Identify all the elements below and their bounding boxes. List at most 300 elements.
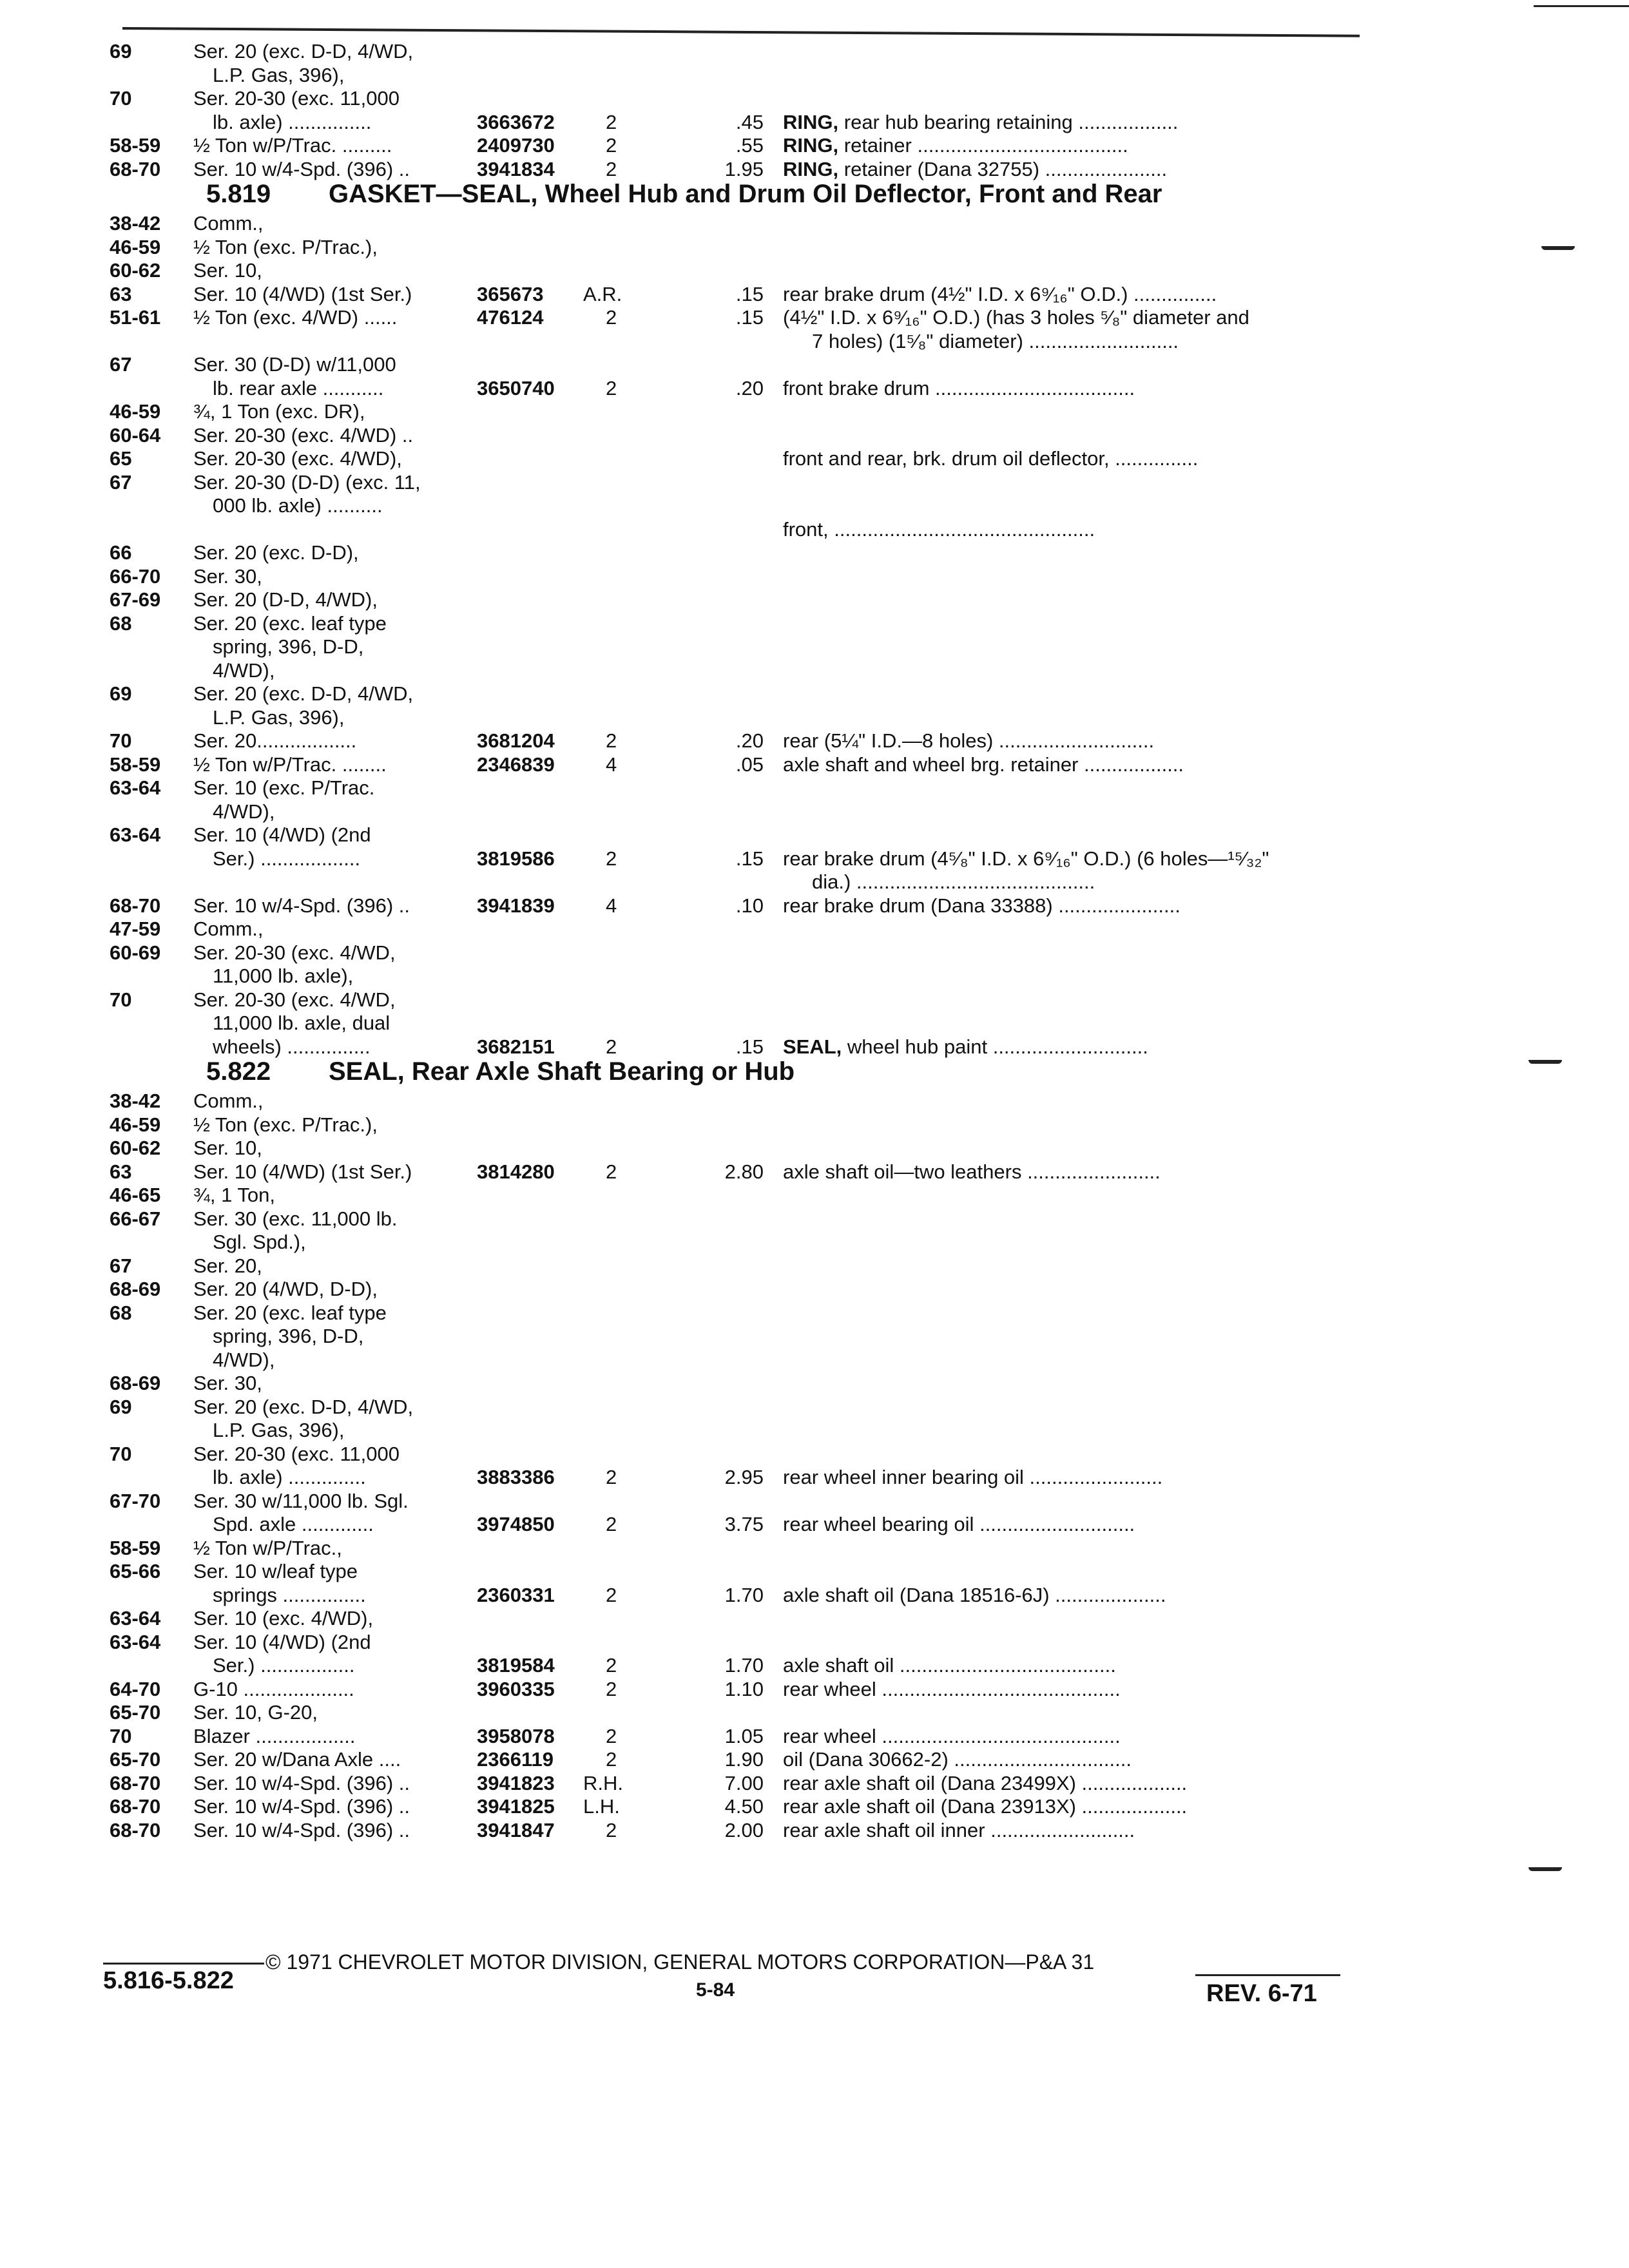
parts-row	[0, 1137, 1629, 1160]
part-number: 3819584	[477, 1654, 555, 1677]
application: Spd. axle .............	[213, 1513, 374, 1535]
application: ½ Ton (exc. P/Trac.),	[193, 1113, 378, 1136]
part-number: 3883386	[477, 1466, 555, 1488]
parts-row	[0, 753, 1629, 776]
parts-row	[0, 1701, 1629, 1724]
model-years: 66	[110, 541, 132, 564]
model-years: 67	[110, 470, 132, 494]
application: Ser. 10 (exc. P/Trac.	[193, 776, 375, 799]
quantity: 2	[606, 376, 617, 399]
application: Ser. 20..................	[193, 729, 357, 752]
application: Ser. 20-30 (exc. 4/WD,	[193, 988, 396, 1011]
part-number: 3681204	[477, 729, 555, 752]
parts-row	[0, 259, 1629, 282]
parts-row	[0, 1466, 1629, 1489]
part-description: rear axle shaft oil (Dana 23913X) ...................	[783, 1795, 1188, 1818]
model-years: 47-59	[110, 918, 161, 940]
part-description: axle shaft oil .......................................	[783, 1654, 1116, 1677]
quantity: 4	[606, 894, 617, 917]
parts-row	[0, 111, 1629, 134]
part-name	[783, 306, 1249, 329]
application: ½ Ton (exc. P/Trac.),	[193, 235, 378, 258]
application: Ser. 10 (exc. 4/WD),	[193, 1607, 374, 1629]
model-years: 66-67	[110, 1207, 161, 1230]
application: ½ Ton w/P/Trac. ........	[193, 753, 387, 776]
application: ¾, 1 Ton,	[193, 1184, 275, 1206]
model-years: 66-70	[110, 564, 161, 588]
part-description: dia.) ...........................................	[812, 870, 1095, 893]
application: springs ...............	[213, 1583, 366, 1606]
application: Comm.,	[193, 918, 264, 940]
part-description: rear wheel ...........................................	[783, 1677, 1121, 1700]
parts-row	[0, 1302, 1629, 1325]
part-number: 2346839	[477, 753, 555, 776]
part-description: rear brake drum (4⁵⁄₈" I.D. x 6⁹⁄₁₆" O.D.) (6 holes—¹⁵⁄₃₂"	[783, 847, 1269, 870]
model-years: 69	[110, 682, 132, 705]
application: Ser. 20 (exc. D-D, 4/WD,	[193, 682, 414, 705]
part-description: rear wheel ...........................................	[783, 1724, 1121, 1747]
parts-row	[0, 306, 1629, 329]
application: Ser. 10, G-20,	[193, 1701, 318, 1724]
parts-row	[0, 776, 1629, 800]
part-name	[783, 134, 1128, 157]
model-years: 70	[110, 988, 132, 1011]
price: 1.05	[724, 1724, 764, 1747]
price: 2.80	[724, 1160, 764, 1183]
application: Ser. 20-30 (exc. 4/WD) ..	[193, 423, 414, 447]
part-name	[812, 330, 1179, 353]
part-name	[783, 1160, 1161, 1184]
quantity: 2	[606, 1466, 617, 1488]
quantity: 2	[606, 1160, 617, 1183]
part-description: rear (5¼" I.D.—8 holes) ............................	[783, 729, 1155, 752]
application: 4/WD),	[213, 658, 275, 682]
application: L.P. Gas, 396),	[213, 706, 345, 729]
section-range: 5.816-5.822	[103, 1967, 234, 1994]
parts-row	[0, 134, 1629, 157]
application: ½ Ton (exc. 4/WD) ......	[193, 306, 398, 329]
parts-row	[0, 1254, 1629, 1278]
section-number: 5.819	[206, 180, 271, 208]
part-number: 3941834	[477, 157, 555, 180]
price: .45	[735, 110, 764, 133]
application: ½ Ton w/P/Trac.,	[193, 1536, 342, 1559]
part-number: 2360331	[477, 1583, 555, 1606]
price: 2.95	[724, 1466, 764, 1488]
part-description: axle shaft oil—two leathers ........................	[783, 1160, 1161, 1183]
part-name	[812, 870, 1095, 894]
model-years: 70	[110, 87, 132, 110]
part-name	[783, 283, 1217, 306]
application: Ser. 20 (exc. D-D),	[193, 541, 359, 564]
application: 11,000 lb. axle),	[213, 965, 354, 987]
part-number: 3941825	[477, 1795, 555, 1818]
parts-row	[0, 800, 1629, 823]
model-years: 68-70	[110, 1818, 161, 1841]
parts-row	[0, 377, 1629, 400]
price: .15	[735, 1035, 764, 1058]
quantity: 2	[606, 306, 617, 329]
price: 1.10	[724, 1677, 764, 1700]
application: lb. axle) ...............	[213, 110, 372, 133]
application: ¾, 1 Ton (exc. DR),	[193, 400, 365, 423]
part-description: rear axle shaft oil (Dana 23499X) ...................	[783, 1771, 1188, 1794]
parts-row	[0, 1678, 1629, 1701]
quantity: 2	[606, 1724, 617, 1747]
application: Ser. 20,	[193, 1254, 262, 1277]
model-years: 68-70	[110, 1795, 161, 1818]
parts-row	[0, 541, 1629, 564]
application: Ser. 10 w/4-Spd. (396) ..	[193, 1771, 410, 1794]
part-number: 3941839	[477, 894, 555, 917]
application: Ser. 30,	[193, 1372, 262, 1394]
model-years: 60-64	[110, 423, 161, 447]
model-years: 67	[110, 353, 132, 376]
part-number: 3682151	[477, 1035, 555, 1058]
part-name	[783, 1654, 1116, 1677]
parts-row	[0, 1160, 1629, 1184]
price: 1.70	[724, 1654, 764, 1677]
part-name	[783, 753, 1184, 776]
parts-row	[0, 1090, 1629, 1113]
model-years: 65-70	[110, 1748, 161, 1771]
part-number: 476124	[477, 306, 544, 329]
part-number: 365673	[477, 282, 544, 305]
price: 3.75	[724, 1513, 764, 1535]
part-number: 3819586	[477, 847, 555, 870]
parts-row	[0, 965, 1629, 988]
price: 1.90	[724, 1748, 764, 1771]
section-heading	[0, 178, 1629, 209]
price: .15	[735, 306, 764, 329]
model-years: 46-65	[110, 1184, 161, 1206]
application: Comm.,	[193, 212, 264, 235]
page-number: 5-84	[696, 1979, 735, 2001]
model-years: 68	[110, 1301, 132, 1324]
parts-row	[0, 1207, 1629, 1231]
model-years: 68-69	[110, 1372, 161, 1394]
parts-row	[0, 1607, 1629, 1630]
application: 4/WD),	[213, 800, 275, 823]
model-years: 46-59	[110, 1113, 161, 1136]
application: 4/WD),	[213, 1348, 275, 1371]
part-name	[783, 1795, 1187, 1818]
application: Ser. 20 (4/WD, D-D),	[193, 1278, 378, 1300]
part-name	[783, 1035, 1148, 1059]
part-description: retainer (Dana 32755) ......................	[843, 157, 1168, 180]
application: Ser. 10 w/4-Spd. (396) ..	[193, 1795, 410, 1818]
parts-row	[0, 1184, 1629, 1207]
model-years: 70	[110, 1442, 132, 1465]
application: Ser. 20-30 (exc. 4/WD,	[193, 941, 396, 964]
application: Ser. 20-30 (D-D) (exc. 11,	[193, 470, 421, 494]
model-years: 63-64	[110, 1607, 161, 1629]
price: 1.95	[724, 157, 764, 180]
quantity: 2	[606, 110, 617, 133]
price: 2.00	[724, 1818, 764, 1841]
application: G-10 ....................	[193, 1677, 354, 1700]
application: Ser. 20 (exc. leaf type	[193, 611, 387, 635]
application: Ser. 10 w/leaf type	[193, 1560, 358, 1582]
application: Ser. 20 (exc. leaf type	[193, 1301, 387, 1324]
price: .20	[735, 376, 764, 399]
application: Ser. 10,	[193, 1137, 262, 1159]
quantity: 2	[606, 1677, 617, 1700]
price: 4.50	[724, 1795, 764, 1818]
quantity: A.R.	[583, 282, 622, 305]
application: lb. rear axle ...........	[213, 376, 384, 399]
parts-row	[0, 659, 1629, 682]
parts-row	[0, 870, 1629, 894]
parts-row	[0, 424, 1629, 447]
parts-row	[0, 1819, 1629, 1842]
model-years: 60-62	[110, 259, 161, 282]
model-years: 38-42	[110, 212, 161, 235]
parts-row	[0, 1278, 1629, 1301]
part-description: rear brake drum (Dana 33388) ......................	[783, 894, 1181, 917]
model-years: 64-70	[110, 1677, 161, 1700]
application: Ser. 20-30 (exc. 11,000	[193, 87, 400, 110]
revision-label: REV. 6-71	[1206, 1980, 1317, 2007]
model-years: 38-42	[110, 1090, 161, 1112]
parts-row	[0, 1325, 1629, 1348]
part-description: rear wheel bearing oil ............................	[783, 1513, 1135, 1535]
part-name-keyword: SEAL,	[783, 1035, 842, 1058]
price: .15	[735, 847, 764, 870]
quantity: 2	[606, 729, 617, 752]
part-name	[783, 1725, 1121, 1748]
parts-row	[0, 1560, 1629, 1583]
model-years: 65	[110, 447, 132, 470]
copyright-line: © 1971 CHEVROLET MOTOR DIVISION, GENERAL MOTORS CORPORATION—P&A 31	[265, 1950, 1095, 1974]
application: lb. axle) ..............	[213, 1466, 366, 1488]
parts-row	[0, 1795, 1629, 1818]
footer-rule-left	[103, 1963, 264, 1965]
part-number: 3650740	[477, 376, 555, 399]
part-name	[783, 1584, 1166, 1607]
application: spring, 396, D-D,	[213, 1325, 364, 1347]
parts-row	[0, 1349, 1629, 1372]
application: 11,000 lb. axle, dual	[213, 1012, 390, 1034]
model-years: 60-69	[110, 941, 161, 964]
parts-row	[0, 87, 1629, 110]
parts-row	[0, 847, 1629, 870]
part-description: oil (Dana 30662-2) ................................	[783, 1748, 1132, 1771]
model-years: 65-70	[110, 1701, 161, 1724]
parts-row	[0, 1419, 1629, 1442]
application: Ser.) .................	[213, 1654, 355, 1677]
price: .10	[735, 894, 764, 917]
price: .15	[735, 282, 764, 305]
parts-row	[0, 236, 1629, 259]
parts-row	[0, 1012, 1629, 1035]
parts-row	[0, 353, 1629, 376]
parts-row	[0, 1035, 1629, 1059]
model-years: 69	[110, 40, 132, 62]
model-years: 58-59	[110, 753, 161, 776]
part-number: 3941847	[477, 1818, 555, 1841]
model-years: 68-70	[110, 157, 161, 180]
model-years: 68-70	[110, 894, 161, 917]
part-number: 3960335	[477, 1677, 555, 1700]
part-number: 2366119	[477, 1748, 554, 1771]
quantity: 2	[606, 847, 617, 870]
parts-row	[0, 706, 1629, 729]
model-years: 68-70	[110, 1771, 161, 1794]
parts-row	[0, 1113, 1629, 1137]
section-heading	[0, 1056, 1629, 1087]
part-name	[783, 377, 1135, 400]
part-name-keyword: RING,	[783, 134, 839, 157]
parts-row	[0, 400, 1629, 423]
part-description: front brake drum ....................................	[783, 376, 1135, 399]
quantity: 2	[606, 157, 617, 180]
parts-row	[0, 471, 1629, 494]
part-name	[783, 447, 1198, 470]
part-name	[783, 847, 1269, 870]
part-description: (4½" I.D. x 6⁹⁄₁₆" O.D.) (has 3 holes ⁵⁄₈" diameter and	[783, 306, 1249, 329]
parts-row	[0, 588, 1629, 611]
parts-row	[0, 518, 1629, 541]
application: 000 lb. axle) ..........	[213, 494, 383, 517]
application: Ser. 10 w/4-Spd. (396) ..	[193, 157, 410, 180]
parts-row	[0, 635, 1629, 658]
application: Ser. 20 (exc. D-D, 4/WD,	[193, 1395, 414, 1418]
application: L.P. Gas, 396),	[213, 1419, 345, 1441]
model-years: 63-64	[110, 776, 161, 799]
application: Ser. 30 (D-D) w/11,000	[193, 353, 396, 376]
application: Ser. 10 (4/WD) (1st Ser.)	[193, 1160, 412, 1183]
section-title: SEAL, Rear Axle Shaft Bearing or Hub	[329, 1057, 795, 1086]
part-description: rear hub bearing retaining ..................	[843, 110, 1179, 133]
application: Ser. 30 (exc. 11,000 lb.	[193, 1207, 398, 1230]
part-name	[783, 1678, 1121, 1701]
parts-row	[0, 682, 1629, 706]
quantity: 2	[606, 1654, 617, 1677]
parts-row	[0, 565, 1629, 588]
part-name-keyword: RING,	[783, 110, 839, 133]
model-years: 63-64	[110, 823, 161, 846]
part-description: axle shaft oil (Dana 18516-6J) ....................	[783, 1583, 1166, 1606]
section-title: GASKET—SEAL, Wheel Hub and Drum Oil Deflector, Front and Rear	[329, 180, 1162, 208]
quantity: 2	[606, 1818, 617, 1841]
model-years: 67	[110, 1254, 132, 1277]
quantity: 2	[606, 1583, 617, 1606]
part-number: 3814280	[477, 1160, 555, 1183]
section-number: 5.822	[206, 1057, 271, 1086]
parts-row	[0, 1772, 1629, 1795]
part-name	[783, 729, 1154, 753]
application: Ser. 10 w/4-Spd. (396) ..	[193, 1818, 410, 1841]
application: spring, 396, D-D,	[213, 635, 364, 658]
parts-row	[0, 918, 1629, 941]
model-years: 65-66	[110, 1560, 161, 1582]
part-number: 3974850	[477, 1513, 555, 1535]
quantity: 2	[606, 1513, 617, 1535]
parts-row	[0, 1631, 1629, 1654]
parts-row	[0, 729, 1629, 753]
part-description: rear brake drum (4½" I.D. x 6⁹⁄₁₆" O.D.) ...............	[783, 282, 1217, 305]
part-name	[783, 158, 1167, 181]
parts-row	[0, 494, 1629, 517]
parts-row	[0, 894, 1629, 918]
model-years: 68	[110, 611, 132, 635]
part-description: rear wheel inner bearing oil ........................	[783, 1466, 1163, 1488]
parts-row	[0, 40, 1629, 63]
part-name	[783, 1748, 1132, 1771]
model-years: 67-70	[110, 1489, 161, 1512]
price: 1.70	[724, 1583, 764, 1606]
price: 7.00	[724, 1771, 764, 1794]
application: Sgl. Spd.),	[213, 1231, 306, 1253]
parts-row	[0, 1748, 1629, 1771]
quantity: R.H.	[583, 1771, 623, 1794]
model-years: 58-59	[110, 134, 161, 157]
model-years: 58-59	[110, 1536, 161, 1559]
application: Ser. 10,	[193, 259, 262, 282]
parts-row	[0, 447, 1629, 470]
model-years: 46-59	[110, 400, 161, 423]
application: Ser. 20 (D-D, 4/WD),	[193, 588, 378, 611]
parts-row	[0, 1231, 1629, 1254]
application: Ser. 10 w/4-Spd. (396) ..	[193, 894, 410, 917]
quantity: 4	[606, 753, 617, 776]
model-years: 69	[110, 1395, 132, 1418]
part-description: wheel hub paint ............................	[847, 1035, 1148, 1058]
parts-row	[0, 1443, 1629, 1466]
model-years: 46-59	[110, 235, 161, 258]
part-number: 3663672	[477, 110, 555, 133]
model-years: 68-69	[110, 1278, 161, 1300]
parts-row	[0, 330, 1629, 353]
parts-row	[0, 941, 1629, 965]
application: Ser. 20-30 (exc. 4/WD),	[193, 447, 402, 470]
application: Ser. 10 (4/WD) (1st Ser.)	[193, 282, 412, 305]
quantity: 2	[606, 1035, 617, 1058]
model-years: 51-61	[110, 306, 161, 329]
application: Blazer ..................	[193, 1724, 356, 1747]
parts-row	[0, 1654, 1629, 1677]
parts-row	[0, 823, 1629, 847]
part-name	[783, 1772, 1187, 1795]
application: Ser. 10 (4/WD) (2nd	[193, 823, 371, 846]
part-description: front, ...............................................	[783, 517, 1095, 541]
part-description: retainer ......................................	[843, 134, 1128, 157]
parts-row	[0, 1537, 1629, 1560]
parts-row	[0, 988, 1629, 1012]
model-years: 70	[110, 729, 132, 752]
parts-row	[0, 158, 1629, 181]
parts-row	[0, 64, 1629, 87]
parts-row	[0, 1372, 1629, 1395]
model-years: 63	[110, 282, 132, 305]
parts-row	[0, 612, 1629, 635]
application: Ser. 20-30 (exc. 11,000	[193, 1442, 400, 1465]
model-years: 70	[110, 1724, 132, 1747]
parts-row	[0, 1396, 1629, 1419]
parts-row	[0, 1490, 1629, 1513]
application: wheels) ...............	[213, 1035, 371, 1058]
price: .20	[735, 729, 764, 752]
footer-rule-right	[1195, 1974, 1340, 1976]
part-name	[783, 894, 1181, 918]
part-number: 2409730	[477, 134, 555, 157]
model-years: 60-62	[110, 1137, 161, 1159]
application: Ser.) ..................	[213, 847, 361, 870]
parts-row	[0, 1513, 1629, 1536]
price: .05	[735, 753, 764, 776]
part-description: 7 holes) (1⁵⁄₈" diameter) ...........................	[812, 329, 1179, 352]
